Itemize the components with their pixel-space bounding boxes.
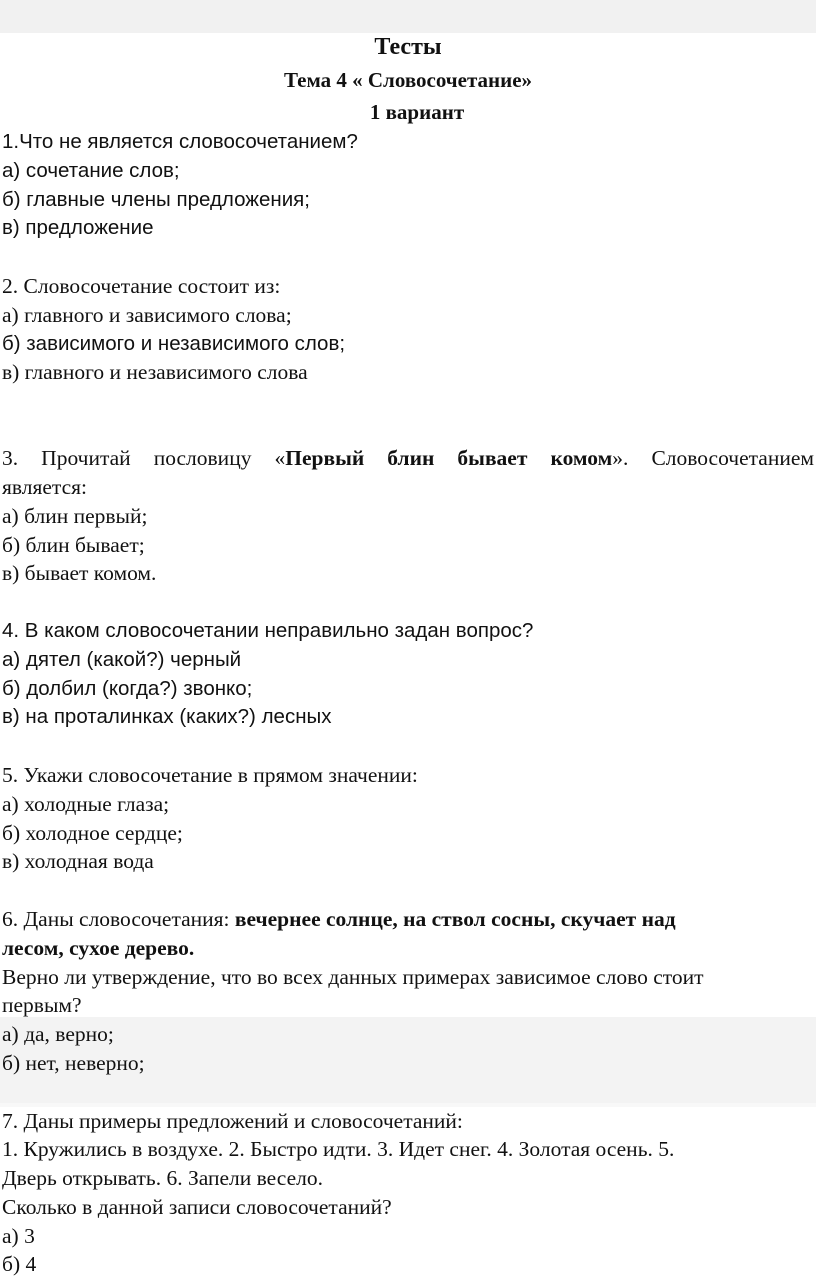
q2-option-c: в) главного и независимого слова xyxy=(2,360,308,385)
q3-text-start: 3. Прочитай пословицу « xyxy=(2,446,286,471)
q1-option-c: в) предложение xyxy=(2,216,154,240)
question-6 xyxy=(0,905,816,934)
q6-option-b: б) нет, неверно; xyxy=(2,1050,145,1075)
question-3 xyxy=(0,444,814,473)
q7-examples-line1: 1. Кружились в воздухе. 2. Быстро идти. 3. Идет снег. 4. Золотая осень. 5. xyxy=(2,1137,675,1162)
q1-option-a: а) сочетание слов; xyxy=(2,158,180,182)
q5-option-a: а) холодные глаза; xyxy=(2,791,170,816)
q3-option-b: б) блин бывает; xyxy=(2,532,145,557)
q6-phrases-2: лесом, сухое дерево. xyxy=(2,935,195,960)
question-5: 5. Укажи словосочетание в прямом значении: xyxy=(2,762,418,787)
variant-heading: 1 вариант xyxy=(369,100,465,124)
q6-question-line2: первым? xyxy=(2,993,82,1018)
q3-text-end: ». Словосочетанием xyxy=(612,446,815,471)
q2-option-a: а) главного и зависимого слова; xyxy=(2,302,292,327)
q3-option-a: а) блин первый; xyxy=(2,503,148,528)
page-title: Тесты xyxy=(374,34,442,60)
document-page xyxy=(0,30,816,1279)
q7-ask: Сколько в данной записи словосочетаний? xyxy=(2,1194,392,1219)
q2-option-b: б) зависимого и независимого слов; xyxy=(2,331,346,355)
question-2: 2. Словосочетание состоит из: xyxy=(2,273,281,298)
q4-option-b: б) долбил (когда?) звонко; xyxy=(2,676,253,700)
q6-question-line1: Верно ли утверждение, что во всех данных примерах зависимое слово стоит xyxy=(2,964,704,989)
q3-proverb: Первый блин бывает комом xyxy=(285,446,613,471)
question-3-cont: является: xyxy=(2,474,87,499)
q5-option-c: в) холодная вода xyxy=(2,849,154,874)
question-4: 4. В каком словосочетании неправильно задан вопрос? xyxy=(2,618,534,642)
q6-intro: 6. Даны словосочетания: xyxy=(2,906,235,931)
q5-option-b: б) холодное сердце; xyxy=(2,820,183,845)
question-7: 7. Даны примеры предложений и словосочетаний: xyxy=(2,1108,463,1133)
q3-option-c: в) бывает комом. xyxy=(2,561,157,586)
q7-examples-line2: Дверь открывать. 6. Запели весело. xyxy=(2,1166,323,1191)
q4-option-c: в) на проталинках (каких?) лесных xyxy=(2,705,332,729)
q6-option-a: а) да, верно; xyxy=(2,1022,114,1047)
q6-phrases-1: вечернее солнце, на ствол сосны, скучает над xyxy=(234,906,676,931)
q1-option-b: б) главные члены предложения; xyxy=(2,187,310,211)
question-1: 1.Что не является словосочетанием? xyxy=(2,130,358,153)
q7-option-a: а) 3 xyxy=(2,1223,35,1248)
topic-heading: Тема 4 « Словосочетание» xyxy=(283,68,533,92)
q4-option-a: а) дятел (какой?) черный xyxy=(2,647,242,671)
top-bar xyxy=(0,0,816,33)
question-6-phrases-cont xyxy=(0,934,816,963)
q7-option-b: б) 4 xyxy=(2,1252,37,1277)
